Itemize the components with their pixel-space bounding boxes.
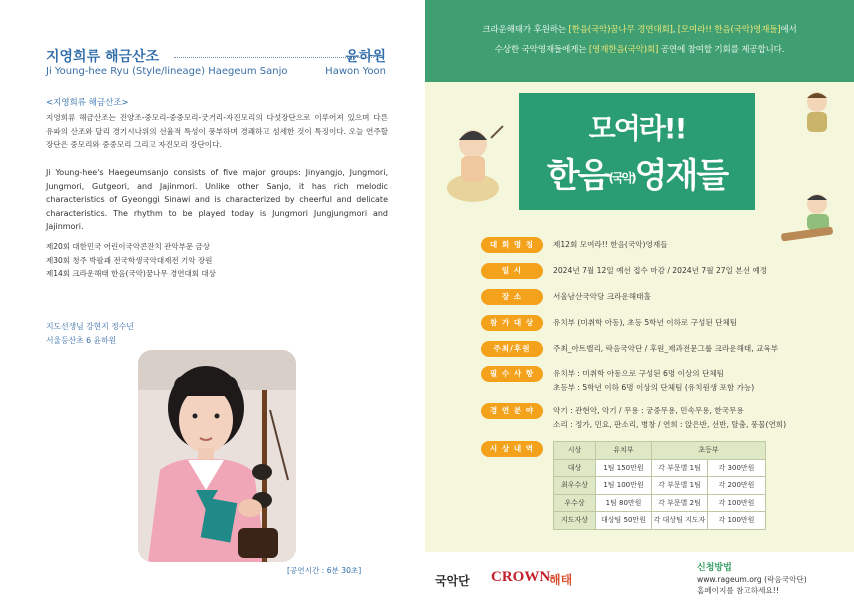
- table-row: [554, 512, 766, 530]
- table-cell: 각 300만원: [708, 459, 766, 477]
- title-leader-dots: [174, 57, 374, 58]
- header-banner: [425, 0, 854, 82]
- header-text: 공연에 참여할 기회를 제공합니다.: [658, 45, 785, 55]
- awards-list: [46, 240, 216, 281]
- program-subtitle-row: [46, 66, 386, 77]
- award-item: 제30회 청주 박팔괘 전국학생국악대제전 기악 장원: [46, 255, 213, 265]
- performer-portrait-illustration: [138, 350, 296, 562]
- haitai-logo: 해태: [549, 573, 573, 587]
- header-text: 에서: [780, 25, 797, 35]
- info-badge: 시 상 내 역: [481, 441, 543, 457]
- description-korean: 지영희류 해금산조는 진양조-중모리-중중모리-굿거리-자진모리의 다섯장단으로 이루어져 있으며 다른 유파의 산조와 달리 경기시나위의 선율적 특성이 풍부하며 경쾌하고 섬세한 것이 특징이다. 오늘 연주할 장단은 중모리와 중중모리 그리고 자진모리 장단이다.: [46, 113, 388, 149]
- left-page: [0, 0, 425, 608]
- teacher-info: [46, 320, 134, 347]
- table-cell: 1팀 100만원: [596, 477, 652, 495]
- info-badge: 주최/후원: [481, 341, 543, 357]
- table-cell: 각 부문별 1팀: [652, 459, 708, 477]
- apply-note: 홈페이지를 참고하세요!!: [697, 586, 779, 595]
- info-value: 2024년 7월 12일 예선 접수 마감 / 2024년 7월 27일 본선 예정: [553, 266, 768, 275]
- section-label: <지영희류 해금산조>: [46, 98, 129, 108]
- apply-url-link[interactable]: www.rageum.org (락음국악단): [697, 575, 807, 584]
- info-value: 악기 : 관현악, 악기 / 무용 : 궁중무용, 민속무용, 한국무용: [553, 406, 744, 415]
- table-cell: 대상팀 50만원: [596, 512, 652, 530]
- table-cell: 각 부문별 2팀: [652, 494, 708, 512]
- table-cell: 각 부문별 1팀: [652, 477, 708, 495]
- table-row: [554, 494, 766, 512]
- table-cell: 최우수상: [554, 477, 596, 495]
- info-badge: 경 연 분 야: [481, 403, 543, 419]
- table-cell: 각 대상팀 지도자: [652, 512, 708, 530]
- table-cell: 각 100만원: [708, 512, 766, 530]
- right-page: [425, 0, 854, 608]
- info-value: 유치부 (미취학 아동), 초등 5학년 이하로 구성된 단체팀: [553, 318, 738, 327]
- award-item: 제14회 크라운해태 한음(국악)꿈나무 경연대회 대상: [46, 269, 216, 278]
- table-header-cell: 초등부: [652, 442, 766, 460]
- header-text: 크라운해태가 후원하는: [482, 25, 569, 35]
- drummer-illustration-icon: [443, 118, 513, 208]
- header-highlight: [한음(국악)꿈나무 경연대회]: [568, 25, 673, 35]
- rageum-logo: 국악단: [435, 574, 470, 588]
- banner-word: 한음: [546, 156, 609, 196]
- info-badge: 대 회 명 칭: [481, 237, 543, 253]
- table-cell: 각 200만원: [708, 477, 766, 495]
- info-badge: 필 수 사 항: [481, 366, 543, 382]
- header-line-2: [425, 43, 854, 55]
- table-header-cell: 시상: [554, 442, 596, 460]
- info-value-2: 초등부 : 5학년 이하 6명 이상의 단체팀 (유치원생 포함 가능): [553, 383, 755, 392]
- description-english: Ji Young-hee's Haegeumsanjo consists of five major groups: Jinyangjo, Jungmori, Jungmori, Gutgeori, and Jajinmori. Unlike other Sanjo, it has rich melodic characteristics of Gyeonggi Sinawi and is characterized by cheerful and delicate characteristics. The rhythm to be played today is Jungmori Jungjungmori and Jajinmori.: [46, 168, 388, 231]
- program-title-row: [46, 46, 386, 66]
- table-header-row: [554, 442, 766, 460]
- performer-name: 윤하원: [345, 49, 386, 65]
- event-title-banner: [519, 93, 755, 210]
- table-row: [554, 459, 766, 477]
- performer-photo: [138, 350, 296, 562]
- banner-title-line2: [519, 148, 755, 197]
- table-header-cell: 유치부: [596, 442, 652, 460]
- table-cell: 대상: [554, 459, 596, 477]
- info-badge: 일 시: [481, 263, 543, 279]
- gayageum-player-icon: [781, 188, 841, 244]
- table-cell: 1팀 80만원: [596, 494, 652, 512]
- crown-logo: CROWN: [491, 569, 551, 585]
- header-text: ,: [672, 25, 678, 35]
- footer-sponsors: [425, 552, 854, 608]
- banner-title-line1: 모여라!!: [588, 112, 686, 145]
- table-cell: 1팀 150만원: [596, 459, 652, 477]
- info-value: 주최_아트밸리, 락음국악단 / 후원_제과전문그룹 크라운해태, 교육부: [553, 344, 779, 353]
- banner-word-small: (국악): [608, 171, 635, 185]
- piece-title: 지영희류 해금산조: [46, 49, 160, 65]
- teacher-names: 지도선생님 강현지 정수년: [46, 322, 134, 331]
- award-item: 제20회 대한민국 어린이국악콘잔치 관악부문 금상: [46, 242, 210, 251]
- banner-word: 영재들: [634, 156, 728, 196]
- info-badge: 장 소: [481, 289, 543, 305]
- performer-name-en: Hawon Yoon: [325, 66, 386, 77]
- table-cell: 각 100만원: [708, 494, 766, 512]
- piece-title-en: Ji Young-hee Ryu (Style/lineage) Haegeum Sanjo: [46, 66, 288, 77]
- info-value: 유치부 : 미취학 아동으로 구성된 6명 이상의 단체팀: [553, 369, 724, 378]
- apply-title: 신청방법: [697, 563, 732, 573]
- header-highlight: [영재한음(국악)회]: [588, 45, 659, 55]
- header-text: 수상한 국악영재들에게는: [494, 45, 589, 55]
- apply-info: [697, 574, 807, 596]
- table-cell: 우수상: [554, 494, 596, 512]
- table-row: [554, 477, 766, 495]
- header-line-1: [425, 23, 854, 35]
- info-badge: 참 가 대 상: [481, 315, 543, 331]
- info-value: 서울남산국악당 크라운해태홀: [553, 292, 651, 301]
- child-figure-icon: [797, 88, 837, 136]
- prize-table: [553, 441, 766, 530]
- performance-duration: [공연시간 : 6분 30초]: [287, 566, 362, 575]
- table-cell: 지도자상: [554, 512, 596, 530]
- school-info: 서울등산초 6 윤하원: [46, 335, 117, 345]
- info-value: 제12회 모여라!! 한음(국악)영재들: [553, 240, 668, 249]
- header-highlight: [모여라!! 한음(국악)영재들]: [677, 25, 781, 35]
- info-value-2: 소리 : 정가, 민요, 판소리, 병창 / 연희 : 앉은반, 선반, 탈춤, 풍물(연희): [553, 420, 787, 429]
